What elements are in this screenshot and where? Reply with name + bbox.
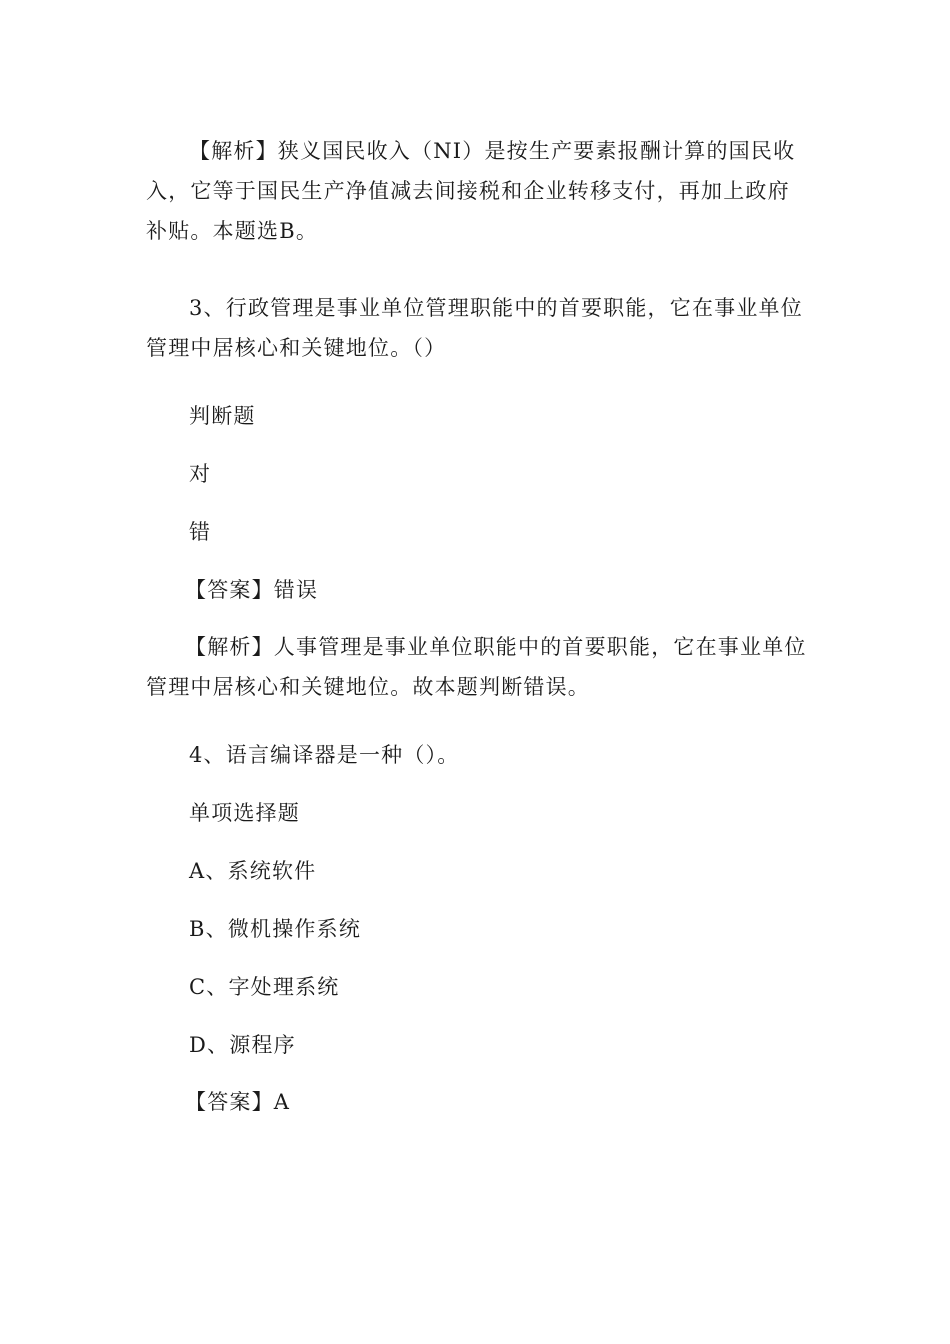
q3-question: 3、行政管理是事业单位管理职能中的首要职能，它在事业单位管理中居核心和关键地位。（）	[146, 296, 803, 360]
q4-option-a: A、系统软件	[189, 859, 317, 883]
q4-option-c: C、字处理系统	[189, 975, 340, 999]
q3-analysis-paragraph: 【解析】人事管理是事业单位职能中的首要职能，它在事业单位管理中居核心和关键地位。故本题判断错误。	[146, 635, 807, 699]
q4-option-d: D、源程序	[189, 1033, 296, 1057]
q3-type-label: 判断题	[189, 404, 256, 428]
q4-type-label: 单项选择题	[189, 801, 300, 825]
q4-option-b: B、微机操作系统	[189, 917, 362, 941]
q4-question: 4、语言编译器是一种（）。	[189, 743, 460, 767]
q3-option-false: 错	[189, 520, 212, 544]
q4-answer: 【答案】A	[185, 1090, 291, 1114]
q2-analysis-paragraph: 【解析】狭义国民收入（NI）是按生产要素报酬计算的国民收入，它等于国民生产净值减去间接税和企业转移支付，再加上政府补贴。本题选B。	[146, 139, 796, 243]
q3-option-true: 对	[189, 462, 212, 486]
q3-answer: 【答案】错误	[185, 578, 319, 602]
